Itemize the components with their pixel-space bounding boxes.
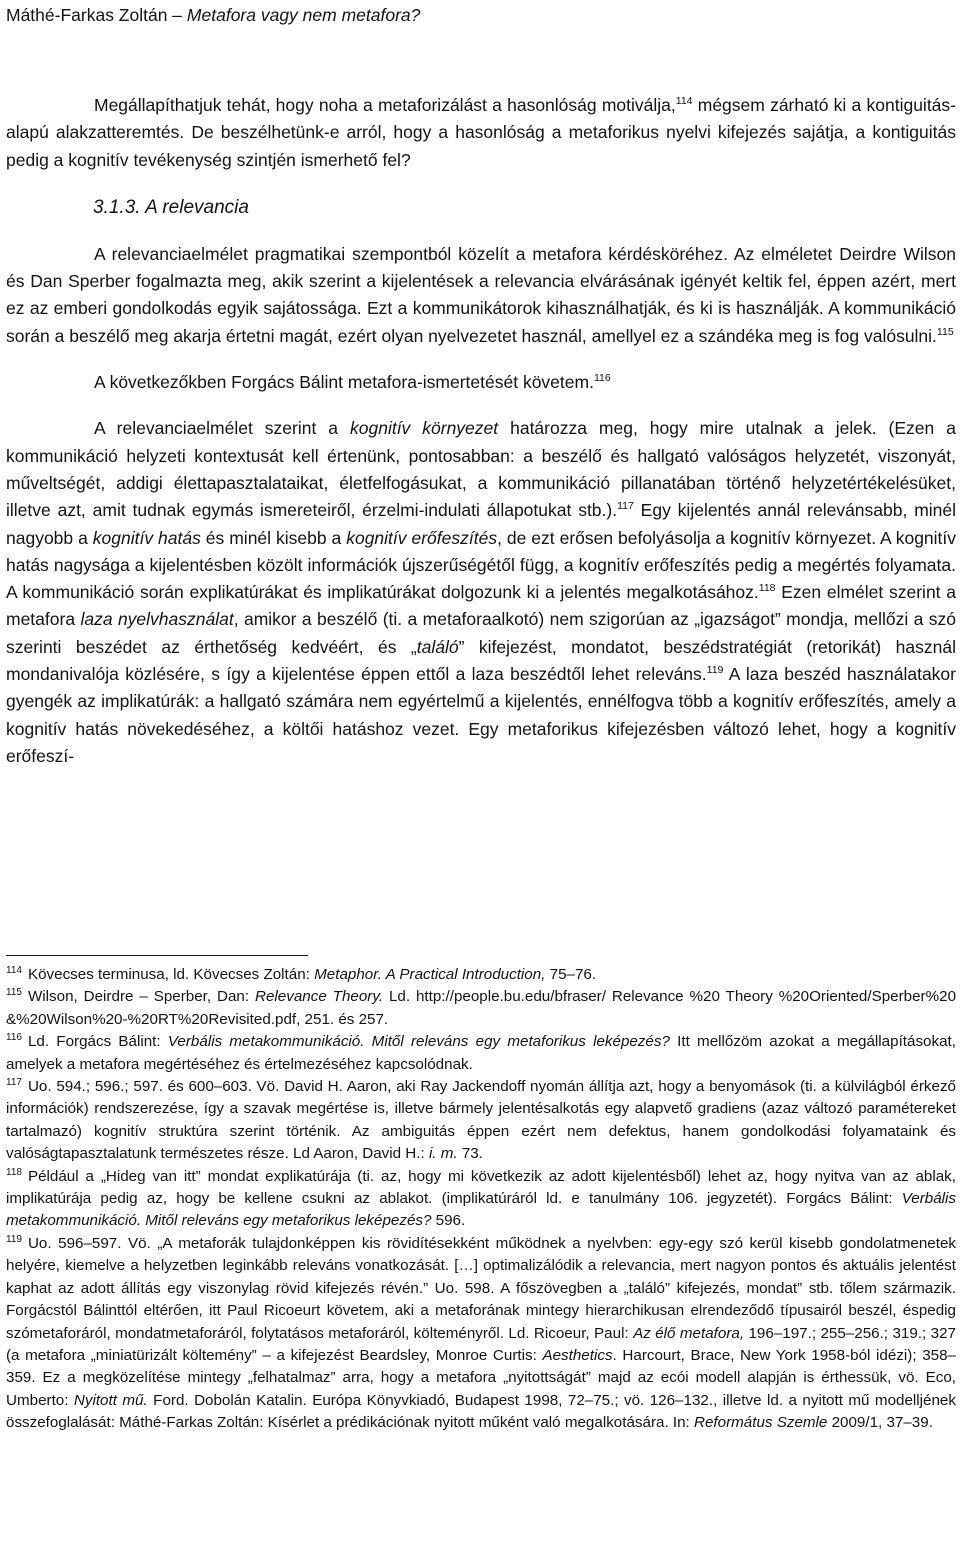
paragraph-text: A laza beszéd használatakor gyengék az implikatúrák: a hallgató számára nem egyértelmű a kijelentés, ennélfogva több a kognitív erőfeszítés, amely a kognitív hatás növekedéséhez, a költői hatáshoz vezet. Egy metaforikus kifejezésben változó lehet, hogy a kognitív erőfeszí- — [6, 664, 956, 766]
footnote-number: 116 — [6, 1032, 22, 1044]
footnote-title: Nyitott mű. — [73, 1391, 148, 1409]
footnote-title: Verbális metakommunikáció. Mitől releváns egy metaforikus leképezés? — [167, 1033, 670, 1051]
footnote-link-text[interactable]: Ld. http://people.bu.edu/bfraser/ Relevance %20 Theory %20Oriented/Sperber%20&%20Wilson%20-%20RT%20Revisited.pdf, 251. és 257. — [6, 988, 957, 1028]
footnote-number: 118 — [6, 1166, 22, 1178]
footnote-119 — [6, 1233, 956, 1435]
paragraph-text: , amikor a beszélő (ti. a metaforaalkotó) nem szigorúan az „igazságot” mondja, mellőzi a szó szerinti beszédet az érthetőség kedvéért, és „ — [6, 609, 956, 657]
footnote-text: Uo. 596–597. Vö. „A metaforák tulajdonképpen kis rövidítésekként működnek a nyelvben: egy-egy szó kerül kisebb gondolatmenetek helyére, kiemelve a helyzetben leginkább releváns vonatkozását. […] optimalizálódik a relevancia, mert nagyon pontos és aktuális jelentést kaphat az adott állítás egy viszonylag rövid kifejezés révén.” Uo. 598. A főszövegben a „találó” kifejezés, mondat” stb. tőlem származik. Forgácstól Bálinttól eltérően, itt Paul Ricoeurt követem, aki a metaforának mintegy hierarchikusan elrendeződő típusairól beszél, éspedig szómetaforáról, mondatmetaforáról, folytatásos metaforáról, költeményről. Ld. Ricoeur, Paul: — [6, 1234, 956, 1342]
paragraph-3 — [6, 369, 956, 396]
footnote-text: 196–197.; 255–256.; 319.; 327 (a metafora „miniatürizált költemény” – a kifejezést Beardsley, Monroe Curtis: — [6, 1324, 956, 1364]
footnote-117 — [6, 1076, 956, 1166]
footnote-title: Verbális metakommunikáció. Mitől releváns egy metaforikus leképezés? — [6, 1190, 956, 1230]
footnote-separator — [6, 955, 308, 956]
paragraph-text: határozza meg, hogy mire utalnak a jelek. (Ezen a kommunikáció helyzeti kontextusát kell értenünk, pontosabban: a beszélő és hallgató valóságos helyzetét, viszonyát, műveltségét, addigi élettapasztalataikat, életfelfogásukat, a kommunikáció pillanatában történő helyzetértékelésüket, illetve azt, amit tudnak egymás ismereteiről, érzelmi-indulati állapotukat stb.). — [6, 418, 956, 521]
footnote-text: Kövecses terminusa, ld. Kövecses Zoltán: — [27, 966, 315, 983]
italic-term: kognitív hatás — [92, 527, 201, 548]
footnote-ref-117[interactable]: 117 — [617, 500, 634, 513]
paragraph-text: A relevanciaelmélet szerint a — [94, 418, 350, 439]
footnote-text: Itt mellőzöm azokat a megállapításokat, amelyek a metafora megértéséhez és értelmezéséhez kapcsolódnak. — [6, 1033, 956, 1073]
footnote-title: Református Szemle — [694, 1414, 828, 1432]
paragraph-text: Egy kijelentés annál relevánsabb, minél nagyobb a — [6, 500, 957, 548]
header-subtitle: Metafora vagy nem metafora? — [186, 5, 421, 25]
italic-term: kognitív környezet — [350, 418, 499, 439]
footnote-ref-116[interactable]: 116 — [593, 372, 611, 385]
footnote-text: Wilson, Deirdre – Sperber, Dan: — [27, 988, 256, 1006]
paragraph-text: mégsem zárható ki a kontiguitás-alapú alakzatteremtés. De beszélhetünk-e arról, hogy a hasonlóság a metaforikus nyelvi kifejezés sajátja, a kontiguitás pedig a kognitív tevékenység szintjén ismerhető fel? — [6, 95, 956, 170]
footnote-ref-115[interactable]: 115 — [936, 325, 954, 338]
paragraph-text: Megállapíthatjuk tehát, hogy noha a metaforizálást a hasonlóság motiválja, — [94, 95, 676, 115]
footnote-title: Aesthetics — [542, 1346, 613, 1364]
header-author: Máthé-Farkas Zoltán – — [6, 5, 183, 25]
footnote-text: 75–76. — [545, 966, 597, 983]
running-header — [6, 4, 420, 26]
footnote-text: 73. — [457, 1145, 483, 1163]
paragraph-text: és minél kisebb a — [200, 527, 347, 548]
footnote-ref-114[interactable]: 114 — [675, 95, 693, 107]
paragraph-text: ” kifejezést, mondatot, beszédstratégiát (retorikát) használ mondanivalója közlésére, s így a kijelentése éppen ettől a laza beszédtől lehet releváns. — [6, 636, 956, 685]
footnote-number: 117 — [6, 1077, 22, 1089]
footnote-text: Ford. Dobolán Katalin. Európa Könyvkiadó, Budapest 1998, 72–75.; vö. 126–132., illetve ld. a nyitott mű modelljének összefoglalását: Máthé-Farkas Zoltán: Kísérlet a prédikációnak nyitott műként való megalkotására. In: — [6, 1391, 956, 1432]
italic-term: kognitív erőfeszítés — [346, 527, 498, 548]
footnote-116 — [6, 1031, 956, 1076]
footnote-text: 596. — [431, 1212, 466, 1230]
footnote-text: 2009/1, 37–39. — [827, 1414, 933, 1432]
paragraph-2 — [6, 241, 956, 350]
footnote-114 — [6, 964, 956, 986]
italic-term: találó — [416, 636, 459, 657]
footnote-ref-119[interactable]: 119 — [706, 664, 724, 677]
section-heading: 3.1.3. A relevancia — [93, 196, 249, 218]
footnote-number: 115 — [6, 987, 22, 999]
footnote-text: Például a „Hideg van itt” mondat explikatúrája (ti. az, hogy mi következik az adott kijelentésből) lehet az, hogy nyitva van az ablak, implikatúrája pedig az, hogy be kellene csukni az ablakot. (implikatúráról ld. e tanulmány 106. jegyzetét). Forgács Bálint: — [6, 1167, 956, 1208]
italic-term: laza nyelvhasználat — [80, 609, 234, 630]
footnote-text: . Harcourt, Brace, New York 1958-ból idézi); 358–359. Ez a megközelítése mintegy „felhatalmaz” arra, hogy a metafora „nyitottságát” majd az ecói modell alapján is érthessük, vö. Eco, Umberto: — [6, 1346, 956, 1409]
paragraph-text: , de ezt erősen befolyásolja a kognitív környezet. A kognitív hatás nagysága a kijelentésben közölt információk újszerűségétől függ, a kognitív erőfeszítés pedig a megértés folyamata. A kommunikáció során explikatúrákat és implikatúrákat dolgozunk ki a jelentés megalkotásához. — [6, 527, 957, 603]
paragraph-text: Ezen elmélet szerint a metafora — [6, 582, 956, 630]
main-text — [6, 92, 956, 770]
footnote-ref-118[interactable]: 118 — [758, 582, 776, 595]
footnotes — [6, 964, 956, 1435]
paragraph-1 — [6, 92, 956, 174]
footnote-title: Relevance Theory. — [255, 988, 384, 1006]
footnote-number: 119 — [6, 1233, 22, 1245]
footnote-text: Uo. 594.; 596.; 597. és 600–603. Vö. David H. Aaron, aki Ray Jackendoff nyomán állítja azt, hogy a benyomások (ti. a külvilágból érkező információk) rendszerezése, így a szavak megértése is, illetve bármely jelentésalkotás egy alapvető gradiens (azaz változó paramétereket tartalmazó) kognitív struktúra szerint történik. Az ambiguitás éppen ezért nem defektus, hanem gondolkodási folyamataink és valóságtapasztalatunk természetes része. Ld Aaron, David H.: — [6, 1078, 956, 1163]
footnote-text: Ld. Forgács Bálint: — [27, 1033, 168, 1051]
footnote-title: i. m. — [428, 1145, 458, 1163]
footnote-title: Metaphor. A Practical Introduction, — [314, 966, 546, 983]
footnote-title: Az élő metafora, — [633, 1324, 745, 1342]
paragraph-text: A relevanciaelmélet pragmatikai szempontból közelít a metafora kérdésköréhez. Az elméletet Deirdre Wilson és Dan Sperber fogalmazta meg, akik szerint a kijelentések a relevancia elvárásának igényét keltik fel, éppen azért, mert ez az emberi gondolkodás egyik sajátossága. Ezt a kommunikátorok kihasználhatják, és ki is használják. A kommunikáció során a beszélő meg akarja értetni magát, ezért olyan nyelvezetet használ, amellyel ez a szándéka meg is fog valósulni. — [6, 243, 956, 346]
paragraph-4 — [6, 415, 956, 770]
footnote-118 — [6, 1166, 956, 1233]
footnote-115 — [6, 986, 956, 1031]
paragraph-text: A következőkben Forgács Bálint metafora-ismertetését követem. — [94, 372, 594, 393]
footnote-number: 114 — [6, 965, 22, 976]
